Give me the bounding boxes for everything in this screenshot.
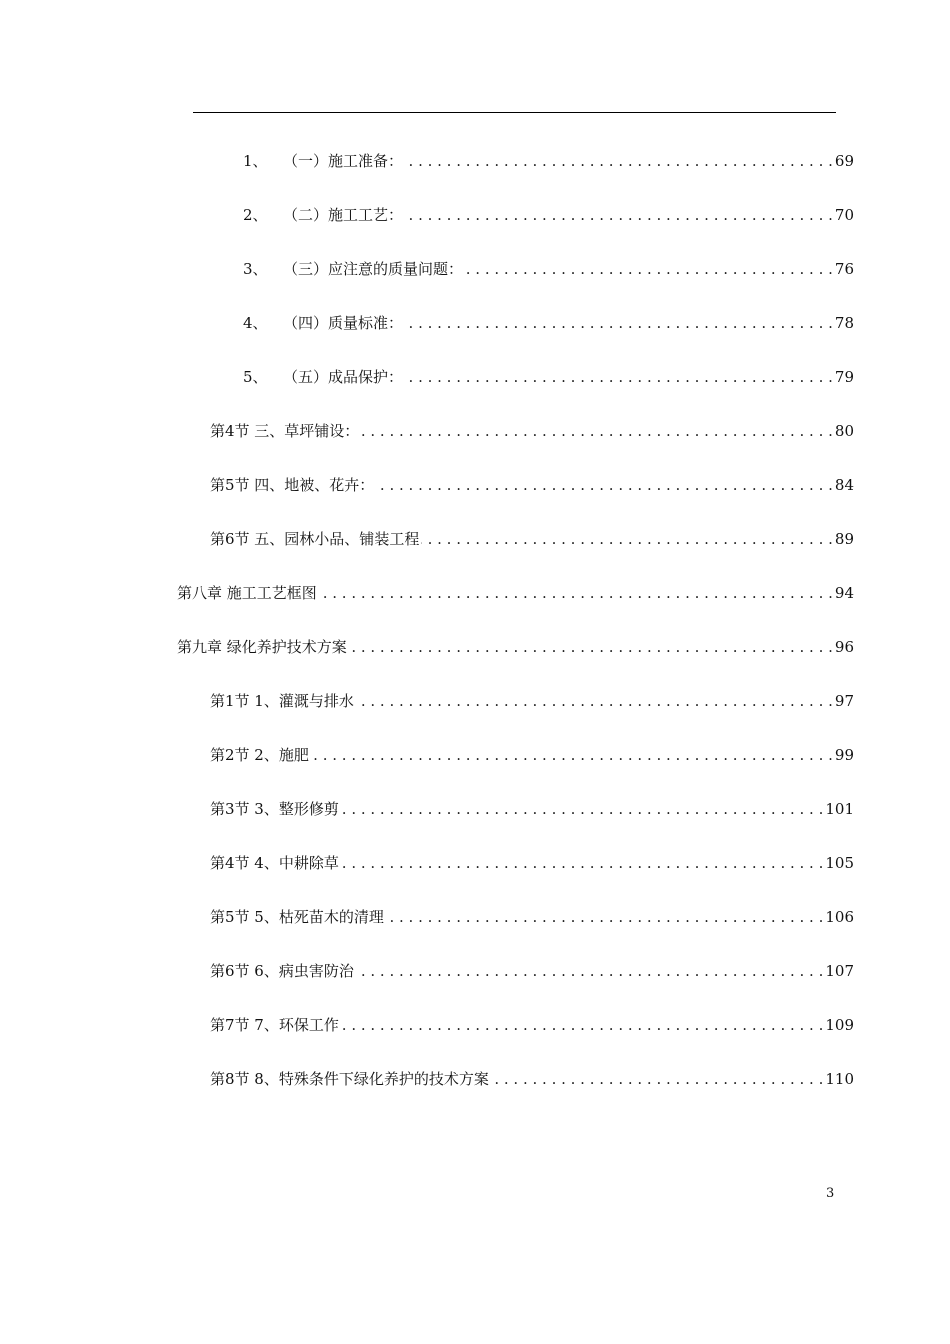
toc-entry-title: （五）成品保护：: [283, 368, 404, 386]
toc-entry[interactable]: [210, 474, 854, 496]
toc-entry[interactable]: [243, 312, 854, 334]
toc-entry-title: 第5节 四、地被、花卉：: [210, 476, 375, 494]
toc-entry-page: 110: [825, 1070, 854, 1088]
toc-entry[interactable]: [243, 366, 854, 388]
toc-entry-page: 96: [834, 638, 854, 656]
dot-leader: [341, 798, 824, 820]
toc-entry[interactable]: [243, 204, 854, 226]
toc-entry[interactable]: [210, 1068, 854, 1090]
toc-entry-page: 106: [825, 908, 854, 926]
dot-leader: [319, 582, 833, 604]
toc-entry-title: 第7节 7、环保工作: [210, 1016, 339, 1034]
toc-entry-title: 第1节 1、灌溉与排水: [210, 692, 354, 710]
dot-leader: [405, 312, 833, 334]
toc-entry-page: 107: [825, 962, 854, 980]
header-rule: [193, 112, 836, 113]
toc-entry-page: 78: [834, 314, 854, 332]
toc-entry-title: 第2节 2、施肥: [210, 746, 309, 764]
toc-entry-page: 97: [834, 692, 854, 710]
dot-leader: [349, 636, 833, 658]
toc-entry-page: 80: [834, 422, 854, 440]
dot-leader: [356, 960, 824, 982]
toc-entry-title: 第九章 绿化养护技术方案: [177, 638, 347, 656]
toc-entry-number: 1、: [243, 152, 268, 170]
toc-entry[interactable]: [177, 582, 854, 604]
toc-entry-title: 第5节 5、枯死苗木的清理: [210, 908, 384, 926]
toc-entry-title: 第6节 五、园林小品、铺装工程: [210, 530, 420, 548]
toc-entry[interactable]: [210, 420, 854, 442]
toc-entry[interactable]: [210, 744, 854, 766]
toc-entry-page: 94: [834, 584, 854, 602]
toc-entry[interactable]: [243, 258, 854, 280]
toc-entry[interactable]: [243, 150, 854, 172]
toc-entry[interactable]: [210, 690, 854, 712]
dot-leader: [465, 258, 833, 280]
toc-entry-title: （三）应注意的质量问题：: [283, 260, 464, 278]
dot-leader: [356, 690, 833, 712]
dot-leader: [386, 906, 824, 928]
dot-leader: [491, 1068, 824, 1090]
toc-entry-page: 69: [834, 152, 854, 170]
toc-entry[interactable]: [210, 798, 854, 820]
dot-leader: [376, 474, 833, 496]
toc-entry-page: 79: [834, 368, 854, 386]
toc-entry[interactable]: [210, 852, 854, 874]
toc-entry-title: （二）施工工艺：: [283, 206, 404, 224]
toc-entry-title: 第4节 三、草坪铺设：: [210, 422, 360, 440]
toc-entry[interactable]: [210, 960, 854, 982]
dot-leader: [405, 204, 833, 226]
toc-entry[interactable]: [210, 1014, 854, 1036]
dot-leader: [405, 366, 833, 388]
dot-leader: [341, 1014, 824, 1036]
toc-entry-title: 第八章 施工工艺框图: [177, 584, 317, 602]
toc-entry-page: 99: [834, 746, 854, 764]
toc-entry-page: 76: [834, 260, 854, 278]
toc-entry-page: 109: [825, 1016, 854, 1034]
toc-entry[interactable]: [177, 636, 854, 658]
toc-entry-title: （一）施工准备：: [283, 152, 404, 170]
toc-entry-number: 2、: [243, 206, 268, 224]
toc-entry-title: （四）质量标准：: [283, 314, 404, 332]
dot-leader: [311, 744, 833, 766]
dot-leader: [361, 420, 833, 442]
toc-entry-title: 第3节 3、整形修剪: [210, 800, 339, 818]
toc-entry-number: 3、: [243, 260, 268, 278]
dot-leader: [341, 852, 824, 874]
toc-entry-number: 4、: [243, 314, 268, 332]
toc-entry[interactable]: [210, 906, 854, 928]
toc-entry-page: 70: [834, 206, 854, 224]
toc-entry-page: 84: [834, 476, 854, 494]
toc-entry-page: 89: [834, 530, 854, 548]
toc-entry-title: 第8节 8、特殊条件下绿化养护的技术方案: [210, 1070, 489, 1088]
dot-leader: [405, 150, 833, 172]
page-number: 3: [826, 1186, 835, 1201]
toc-entry[interactable]: [210, 528, 854, 550]
toc-entry-title: 第6节 6、病虫害防治: [210, 962, 354, 980]
toc-entry-page: 105: [825, 854, 854, 872]
toc-entry-title: 第4节 4、中耕除草: [210, 854, 339, 872]
dot-leader: [421, 528, 833, 550]
toc-entry-page: 101: [825, 800, 854, 818]
toc-entry-number: 5、: [243, 368, 268, 386]
